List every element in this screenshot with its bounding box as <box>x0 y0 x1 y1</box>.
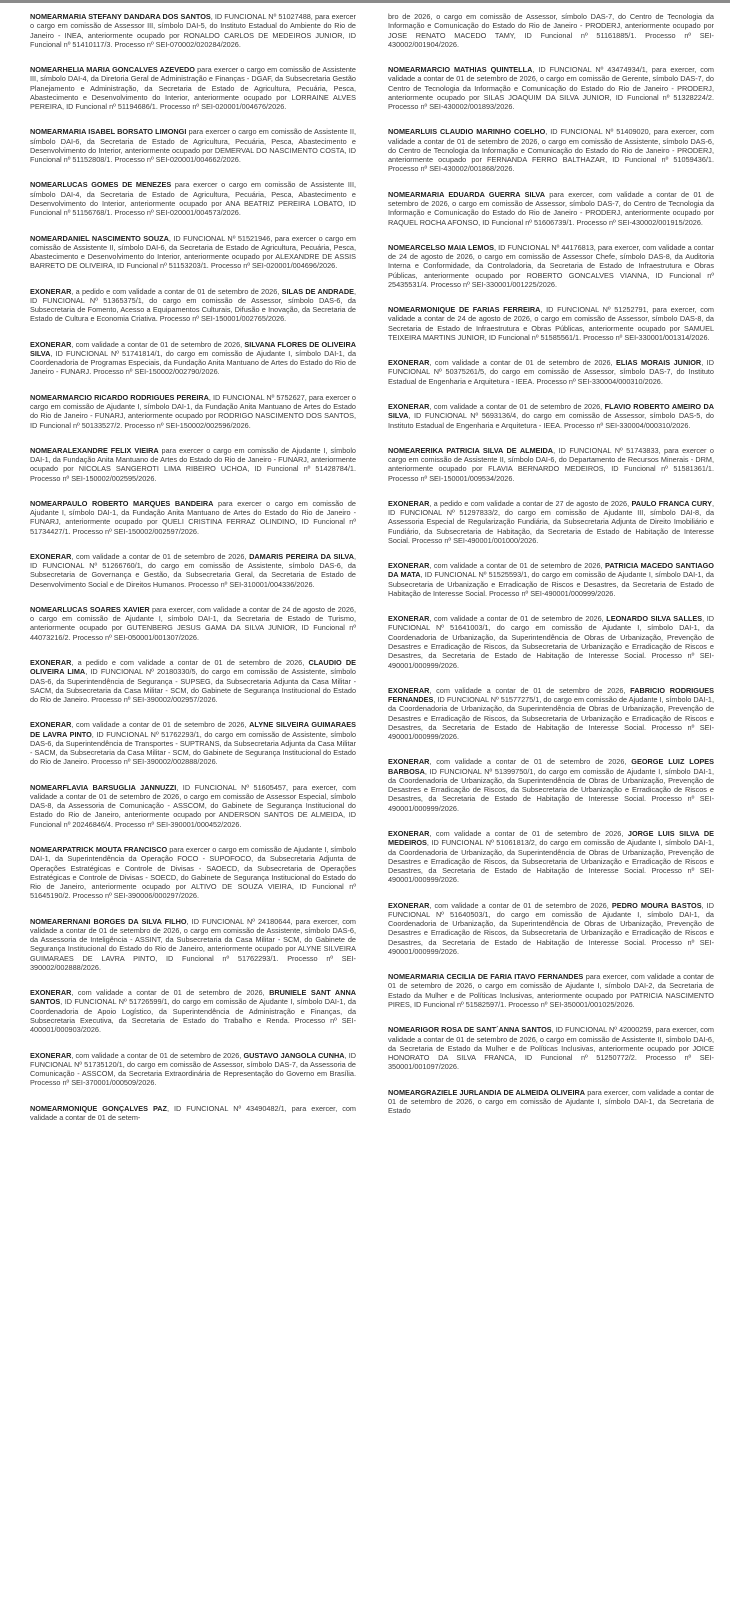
person-name: MARIA STEFANY DANDARA DOS SANTOS <box>62 12 211 21</box>
act-verb: NOMEAR <box>388 1087 421 1097</box>
act-verb: NOMEAR <box>30 1103 63 1113</box>
act-entry <box>30 12 356 49</box>
person-name: MARIA EDUARDA GUERRA SILVA <box>420 189 545 199</box>
act-entry <box>388 243 714 289</box>
person-name: LUCAS SOARES XAVIER <box>62 604 150 614</box>
person-name: LEONARDO SILVA SALLES <box>606 614 703 624</box>
act-text: , ID FUNCIONAL Nº 51521946, para exercer o cargo em comissão de Assistente II, símbolo DAI-6, da Secretaria de Estado de Agricultura, Pecuária, Pesca, Abastecimento e Desenvolvimento do Interior, anteriormente ocupado por ALEXANDRE DE ASSIS BARRETO DE OLIVEIRA, ID Funcional nº 51153203/1. Processo nº SEI-020001/004696/2026. <box>30 233 356 271</box>
act-verb: NOMEAR <box>388 1025 421 1035</box>
act-verb: NOMEAR <box>388 65 421 75</box>
act-verb: NOMEAR <box>30 445 63 455</box>
act-text: , ID FUNCIONAL Nº 20180330/5, do cargo em comissão de Assistente, símbolo DAS-6, da Superintendência de Segurança - SUPSEG, da Subsecretaria Adjunta da Casa Militar - SACM, da Subsecretaria da Casa Militar - SCM, do Gabinete de Segurança Institucional do Estado do Rio de Janeiro. Processo nº SEI-390002/002957/2026. <box>30 667 356 705</box>
act-preamble: , com validade a contar de 01 de setembro de 2026, <box>429 757 632 767</box>
act-verb: EXONERAR <box>388 614 430 624</box>
act-text: , ID FUNCIONAL Nº 5752627, para exercer o cargo em comissão de Ajudante I, símbolo DAI-1, da Fundação Anita Mantuano de Artes do Estado do Rio de Janeiro - FUNARJ, anteriormente ocupado por RODRIGO NASCIMENTO DOS SANTOS, ID Funcional nº 50133527/2. Processo nº SEI-150002/002596/2026. <box>30 392 356 430</box>
act-text: , ID FUNCIONAL Nº 51762293/1, do cargo em comissão de Assistente, símbolo DAS-6, da Superintendência de Transportes - SUPTRANS, da Subsecretaria Adjunta da Casa Militar - SACM, da Subsecretaria da Casa Militar - SCM, do Gabinete de Segurança Institucional do Estado do Rio de Janeiro. Processo nº SEI-390002/002888/2026. <box>30 729 356 767</box>
act-entry <box>30 917 356 973</box>
act-preamble: , com validade a contar de 01 de setembro de 2026, <box>429 561 605 571</box>
act-entry <box>30 1104 356 1123</box>
act-verb: NOMEAR <box>30 604 63 614</box>
act-text: para exercer, com validade a contar de 01 de setembro de 2026, o cargo em comissão de Ajudante I, símbolo DAI-1, da Secretaria de Estado <box>388 1087 714 1116</box>
act-verb: NOMEAR <box>388 972 421 982</box>
act-verb: NOMEAR <box>30 392 63 402</box>
act-text: , ID FUNCIONAL Nº 51743833, para exercer o cargo em comissão de Assistente II, símbolo DAI-6, do Departamento de Recursos Minerais - DRM, anteriormente ocupado por FLAVIA BERNARDO MEDEIROS, ID Funcional nº 51581361/1. Processo nº SEI-150001/009534/2026. <box>388 445 714 483</box>
act-preamble: , com validade a contar de 01 de setembro de 2026, <box>71 1050 244 1060</box>
person-name: PAULO ROBERTO MARQUES BANDEIRA <box>62 498 214 508</box>
act-text: , ID FUNCIONAL Nº 51741814/1, do cargo em comissão de Ajudante I, símbolo DAI-1, da Coordenadoria de Programas Especiais, da Fundação Anita Mantuano de Artes do Estado do Rio de Janeiro - FUNARJ. Processo nº SEI-150002/002790/2026. <box>30 348 356 377</box>
column-right <box>388 12 714 1131</box>
act-verb: NOMEAR <box>30 916 63 926</box>
act-text: bro de 2026, o cargo em comissão de Assessor, símbolo DAS-7, do Centro de Tecnologia da Informação e Comunicação do Estado do Rio de Janeiro - PRODERJ, anteriormente ocupado por JOSE RENATO MACEDO TAMY, ID Funcional nº 51161885/1. Processo nº SEI-430002/001904/2026. <box>388 12 714 49</box>
act-entry <box>388 1025 714 1071</box>
act-verb: EXONERAR <box>30 988 72 998</box>
act-entry <box>388 65 714 111</box>
act-text: para exercer o cargo em comissão de Ajudante I, símbolo DAI-1, da Fundação Anita Mantuano de Artes do Estado do Rio de Janeiro - FUNARJ, anteriormente ocupado por NICOLAS SANGEROTI LIMA RIBEIRO UCHOA, ID Funcional nº 51428784/1. Processo nº SEI-150002/002595/2026. <box>30 445 356 483</box>
act-verb: EXONERAR <box>388 358 430 368</box>
act-preamble: , a pedido e com validade a contar de 01 de setembro de 2026, <box>71 658 309 668</box>
act-verb: NOMEAR <box>388 189 421 199</box>
act-preamble: , com validade a contar de 01 de setembro de 2026, <box>71 720 250 730</box>
act-entry <box>388 446 714 483</box>
person-name: CLAUDIO DE OLIVEIRA LIMA <box>30 658 356 677</box>
act-text: para exercer o cargo em comissão de Assistente III, símbolo DAI-4, da Diretoria Geral de Administração e Finanças - DGAF, da Subsecretaria Gestão Planejamento e Administração, da Secretaria de Estado de Agricultura, Pecuária, Pesca, Abastecimento e Desenvolvimento do Interior, anteriormente ocupado por LORRAINE ALVES PEREIRA, ID Funcional nº 51194686/1. Processo nº SEI-020001/004676/2026. <box>30 65 356 112</box>
person-name: HELIA MARIA GONCALVES AZEVEDO <box>62 65 195 75</box>
person-name: MARIA ISABEL BORSATO LIMONGI <box>62 127 187 137</box>
act-preamble: , com validade a contar de 01 de setembro de 2026, <box>429 685 631 695</box>
act-entry <box>388 972 714 1009</box>
act-text: , ID FUNCIONAL Nº 5693136/4, do cargo em comissão de Assessor, símbolo DAS-5, do Instituto Estadual de Engenharia e Arquitetura - IEEA. Processo nº SEI-330004/000310/2026. <box>388 411 714 430</box>
person-name: PATRICIA MACEDO SANTIAGO DA MATA <box>388 561 714 580</box>
act-entry <box>30 658 356 704</box>
act-entry <box>388 1088 714 1116</box>
person-name: CELSO MAIA LEMOS <box>420 242 494 252</box>
person-name: ALYNE SILVEIRA GUIMARAES DE LAVRA PINTO <box>30 720 356 739</box>
act-verb: EXONERAR <box>30 286 72 296</box>
act-preamble: , a pedido e com validade a contar de 01 de setembro de 2026, <box>71 286 282 296</box>
act-text: para exercer o cargo em comissão de Assistente III, símbolo DAI-4, da Secretaria de Estado de Agricultura, Pecuária, Pesca, Abastecimento e Desenvolvimento do Interior, anteriormente ocupado por ANA BEATRIZ PEREIRA LOBATO, ID Funcional nº 51156768/1. Processo nº SEI-020001/004573/2026. <box>30 180 356 218</box>
act-verb: NOMEAR <box>30 12 63 21</box>
person-name: PAULO FRANCA CURY <box>631 498 712 508</box>
person-name: LUCAS GOMES DE MENEZES <box>62 180 172 190</box>
act-preamble: , com validade a contar de 01 de setembro de 2026, <box>71 339 245 349</box>
act-entry <box>388 686 714 742</box>
act-verb: EXONERAR <box>388 401 430 411</box>
person-name: FLAVIA BARSUGLIA JANNUZZI <box>62 782 177 792</box>
act-preamble: , com validade a contar de 01 de setembro de 2026, <box>71 551 250 561</box>
person-name: SILVANA FLORES DE OLIVEIRA SILVA <box>30 339 356 358</box>
person-name: MARCIO RICARDO RODRIGUES PEREIRA <box>62 392 209 402</box>
person-name: ALEXANDRE FELIX VIEIRA <box>62 445 159 455</box>
act-preamble: , com validade a contar de 01 de setembro de 2026, <box>429 614 607 624</box>
act-text: , ID FUNCIONAL Nº 44176813, para exercer, com validade a contar de 24 de agosto de 2026, o cargo em comissão de Assessor Chefe, símbolo DAS-8, da Auditoria Interna e Conformidade, da Controladoria, da Secretaria de Estado de Infraestrutura e Obras Públicas, anteriormente ocupado por ROBERTO GONCALVES VIANNA, ID Funcional nº 25435531/4. Processo nº SEI-330001/001225/2026. <box>388 242 714 289</box>
top-rule <box>0 0 730 3</box>
act-text: , ID FUNCIONAL Nº 51252791, para exercer, com validade a contar de 24 de agosto de 2026, o cargo em comissão de Assessor, símbolo DAS-8, da Secretaria de Estado de Infraestrutura e Obras Públicas, anteriormente ocupado por SAMUEL TEIXEIRA MARTINS JUNIOR, ID Funcional nº 51585561/1. Processo nº SEI-330001/001314/2026. <box>388 305 714 342</box>
act-entry <box>388 190 714 227</box>
person-name: ERNANI BORGES DA SILVA FILHO <box>62 916 187 926</box>
act-entry <box>30 783 356 829</box>
act-text: , ID FUNCIONAL Nº 43490482/1, para exercer, com validade a contar de 01 de setem- <box>30 1103 356 1122</box>
act-text: , ID FUNCIONAL Nº 51297833/2, do cargo em comissão de Ajudante III, símbolo DAI-8, da Assessoria Especial de Regularização Fundiária, da Subsecretaria Adjunta de Direito Imobiliário e Fundiário, da Subsecretaria de Habitação, da Secretaria de Estado de Habitação de Interesse Social. Processo nº SEI-490001/001000/2026. <box>388 498 714 545</box>
act-text: , ID FUNCIONAL Nº 51399750/1, do cargo em comissão de Ajudante I, símbolo DAI-1, da Coordenadoria de Urbanização, da Superintendência de Obras de Urbanização, Prevenção de Desastres e Erradicação de Riscos, da Subsecretaria de Urbanização e Erradicação de Riscos e Desastres, da Secretaria de Estado de Habitação de Interesse Social. Processo nº SEI-490001/000999/2026. <box>388 766 714 813</box>
person-name: DANIEL NASCIMENTO SOUZA <box>62 233 169 243</box>
act-entry <box>30 988 356 1034</box>
act-verb: NOMEAR <box>30 498 63 508</box>
act-text: , ID FUNCIONAL Nº 42000259, para exercer, com validade a contar de 01 de setembro de 2026, o cargo em comissão de Assistente II, símbolo DAI-6, da Secretaria de Estado da Mulher e de Políticas Inclusivas, anteriormente ocupado por JOICE HONORATO DA SILVA FRANCA, ID Funcional nº 51250772/2. Processo nº SEI-350001/001097/2026. <box>388 1025 714 1072</box>
act-verb: NOMEAR <box>388 242 421 252</box>
person-name: MONIQUE GONÇALVES PAZ <box>62 1103 168 1113</box>
act-text: , ID FUNCIONAL Nº 51365375/1, do cargo em comissão de Assessor, símbolo DAS-6, da Subsecretaria de Fomento, Acesso a Equipamentos Culturais, Difusão e Inovação, da Secretaria de Estado de Cultura e Economia Criativa. Processo nº SEI-150001/002765/2026. <box>30 286 356 324</box>
act-entry <box>30 499 356 536</box>
act-text: para exercer o cargo em comissão de Ajudante I, símbolo DAI-1, da Fundação Anita Mantuano de Artes do Estado do Rio de Janeiro - FUNARJ, anteriormente ocupado por QUELI CRISTINA FERRAZ OLINDINO, ID Funcional nº 51734427/1. Processo nº SEI-150002/002597/2026. <box>30 498 356 536</box>
act-verb: EXONERAR <box>30 1050 72 1060</box>
act-text: , ID FUNCIONAL Nº 51735120/1, do cargo em comissão de Assessor, símbolo DAS-7, da Assessoria de Comunicação - ASSCOM, da Secretaria Extraordinária de Representação do Governo em Brasília. Processo nº SEI-370001/000509/2026. <box>30 1050 356 1088</box>
act-entry <box>388 561 714 598</box>
act-entry <box>30 180 356 217</box>
act-verb: EXONERAR <box>388 829 430 838</box>
act-preamble: , com validade a contar de 01 de setembro de 2026, <box>429 401 605 411</box>
person-name: FLAVIO ROBERTO AMEIRO DA SILVA <box>388 401 714 421</box>
act-entry <box>30 720 356 766</box>
act-entry <box>30 65 356 111</box>
act-verb: EXONERAR <box>30 658 72 668</box>
act-entry <box>388 358 714 386</box>
act-text: , ID FUNCIONAL Nº 50375261/5, do cargo em comissão de Assessor, símbolo DAS-7, do Instituto Estadual de Engenharia e Arquitetura - IEEA. Processo nº SEI-330004/000310/2026. <box>388 358 714 386</box>
act-verb: NOMEAR <box>30 845 63 854</box>
act-entry <box>388 402 714 430</box>
act-verb: EXONERAR <box>388 757 430 767</box>
act-verb: NOMEAR <box>30 782 63 792</box>
act-text: , ID FUNCIONAL Nº 24180644, para exercer, com validade a contar de 01 de setembro de 2026, o cargo em comissão de Assistente, símbolo DAS-6, da Assessoria de Inteligência - ASSINT, da Subsecretaria da Casa Militar - SCM, do Gabinete de Segurança Institucional do Estado do Rio de Janeiro, anteriormente ocupado por ALYNE SILVEIRA GUIMARAES DE LAVRA PINTO, ID Funcional nº 51762293/1. Processo nº SEI-390002/002888/2026. <box>30 916 356 972</box>
person-name: ELIAS MORAIS JUNIOR <box>616 358 702 368</box>
act-verb: EXONERAR <box>388 561 430 571</box>
act-verb: EXONERAR <box>388 900 430 910</box>
person-name: GEORGE LUIZ LOPES BARBOSA <box>388 757 714 776</box>
person-name: DAMARIS PEREIRA DA SILVA <box>249 551 354 561</box>
act-text: para exercer, com validade a contar de 01 de setembro de 2026, o cargo em comissão de Ajudante I, símbolo DAI-2, da Secretaria de Estado da Mulher e de Políticas Inclusivas, anteriormente ocupado por PATRICIA NASCIMENTO PIRES, ID Funcional nº 51582597/1. Processo nº SEI-350001/001025/2026. <box>388 972 714 1009</box>
act-text: para exercer o cargo em comissão de Assistente II, símbolo DAI-6, da Secretaria de Estado de Agricultura, Pecuária, Pesca, Abastecimento e Desenvolvimento do Interior, anteriormente ocupado por DEMERVAL DO NASCIMENTO COSTA, ID Funcional nº 51152808/1. Processo nº SEI-020001/004662/2026. <box>30 127 356 165</box>
person-name: FABRICIO RODRIGUES FERNANDES <box>388 685 714 705</box>
act-entry <box>388 614 714 670</box>
person-name: GUSTAVO JANGOLA CUNHA <box>243 1050 345 1060</box>
act-entry <box>30 446 356 483</box>
act-entry <box>388 12 714 49</box>
act-verb: EXONERAR <box>388 685 430 695</box>
act-verb: EXONERAR <box>30 551 72 561</box>
person-name: SILAS DE ANDRADE <box>281 286 354 296</box>
act-entry <box>388 305 714 342</box>
act-entry <box>30 287 356 324</box>
person-name: JORGE LUIS SILVA DE MEDEIROS <box>388 829 714 848</box>
act-entry <box>388 499 714 545</box>
act-text: , ID FUNCIONAL Nº 51726599/1, do cargo em comissão de Ajudante I, símbolo DAI-1, da Coordenadoria de Apoio Logístico, da Superintendência de Administração e Finanças, da Subsecretaria Executiva, da Secretaria de Estado do Trabalho e Renda. Processo nº SEI-400001/000903/2026. <box>30 997 356 1035</box>
act-preamble: , com validade a contar de 01 de setembro de 2026, <box>429 829 628 838</box>
act-verb: EXONERAR <box>388 498 430 508</box>
act-text: , ID FUNCIONAL Nº 43474934/1, para exercer, com validade a contar de 01 de setembro de 2026, o cargo em comissão de Gerente, símbolo DAS-7, do Centro de Tecnologia da Informação e Comunicação do Estado do Rio de Janeiro - PRODERJ, anteriormente ocupado por SILAS JOAQUIM DA SILVA JUNIOR, ID Funcional nº 51328224/2. Processo nº SEI-430002/001893/2026. <box>388 65 714 112</box>
act-verb: EXONERAR <box>30 720 72 730</box>
column-left <box>30 12 356 1138</box>
person-name: PEDRO MOURA BASTOS <box>611 900 702 910</box>
act-entry <box>30 1051 356 1088</box>
act-verb: EXONERAR <box>30 339 72 349</box>
act-preamble: , com validade a contar de 01 de setembro de 2026, <box>429 358 616 368</box>
act-entry <box>30 340 356 377</box>
person-name: BRUNIELE SANT ANNA SANTOS <box>30 988 356 1007</box>
act-preamble: , com validade a contar de 01 de setembro de 2026, <box>429 900 612 910</box>
act-text: , ID FUNCIONAL Nº 51266760/1, do cargo em comissão de Assistente, símbolo DAS-6, da Subsecretaria de Governança e Gestão, da Subsecretaria Geral, da Secretaria de Estado de Desenvolvimento Social e de Direitos Humanos. Processo nº SEI-310001/004336/2026. <box>30 551 356 589</box>
act-entry <box>388 829 714 885</box>
act-verb: NOMEAR <box>388 445 421 455</box>
act-text: , ID FUNCIONAL Nº 51577275/1, do cargo em comissão de Ajudante I, símbolo DAI-1, da Coordenadoria de Urbanização, da Superintendência de Obras de Urbanização, Prevenção de Desastres e Erradicação de Riscos, da Subsecretaria de Urbanização e Erradicação de Riscos e Desastres, da Secretaria de Estado de Habitação de Interesse Social. Processo nº SEI-490001/000999/2026. <box>388 695 714 742</box>
act-verb: NOMEAR <box>30 65 63 75</box>
act-text: para exercer, com validade a contar de 01 de setembro de 2026, o cargo em comissão de Assessor, símbolo DAS-7, do Centro de Tecnologia da Informação e Comunicação do Estado do Rio de Janeiro - PRODERJ, anteriormente ocupado por RAQUEL ROCHA AFONSO, ID Funcional nº 51606739/1. Processo nº SEI-430002/001915/2026. <box>388 189 714 227</box>
act-entry <box>30 234 356 271</box>
act-preamble: , a pedido e com validade a contar de 27 de agosto de 2026, <box>429 498 632 508</box>
act-text: , ID FUNCIONAL Nº 51641003/1, do cargo em comissão de Ajudante I, símbolo DAI-1, da Coordenadoria de Urbanização, da Superintendência de Obras de Urbanização, Prevenção de Desastres e Erradicação de Riscos, da Subsecretaria de Urbanização e Erradicação de Riscos e Desastres, da Secretaria de Estado de Habitação de Interesse Social. Processo nº SEI-490001/000999/2026. <box>388 614 714 670</box>
person-name: PATRICK MOUTA FRANCISCO <box>62 845 168 854</box>
act-text: , ID FUNCIONAL Nº 51640503/1, do cargo em comissão de Ajudante I, símbolo DAI-1, da Coordenadoria de Urbanização, da Superintendência de Obras de Urbanização, Prevenção de Desastres e Erradicação de Riscos, da Subsecretaria de Urbanização e Erradicação de Riscos e Desastres, da Secretaria de Estado de Habitação de Interesse Social. Processo nº SEI-490001/000999/2026. <box>388 900 714 956</box>
person-name: LUIS CLAUDIO MARINHO COELHO <box>420 127 546 137</box>
act-preamble: , com validade a contar de 01 de setembro de 2026, <box>71 988 270 998</box>
act-entry <box>30 845 356 901</box>
person-name: IGOR ROSA DE SANT´ANNA SANTOS <box>420 1025 552 1035</box>
act-entry <box>388 901 714 957</box>
person-name: GRAZIELE JURLANDIA DE ALMEIDA OLIVEIRA <box>420 1087 586 1097</box>
act-entry <box>30 605 356 642</box>
act-entry <box>30 552 356 589</box>
act-verb: NOMEAR <box>30 180 63 190</box>
act-entry <box>388 127 714 173</box>
act-verb: NOMEAR <box>388 127 421 137</box>
person-name: ERIKA PATRICIA SILVA DE ALMEIDA <box>420 445 554 455</box>
act-text: , ID FUNCIONAL Nº 51027488, para exercer o cargo em comissão de Assessor III, símbolo DAI-5, do Instituto Estadual do Ambiente do Rio de Janeiro - INEA, anteriormente ocupado por RONALDO CARLOS DE MEDEIROS JUNIOR, ID Funcional nº 51410117/3. Processo nº SEI-070002/020284/2026. <box>30 12 356 49</box>
act-verb: NOMEAR <box>388 305 421 315</box>
act-text: , ID FUNCIONAL Nº 51409020, para exercer, com validade a contar de 01 de setembro de 2026, o cargo em comissão de Assistente, símbolo DAS-6, do Centro de Tecnologia da Informação e Comunicação do Estado do Rio de Janeiro - PRODERJ, anteriormente ocupado por FERNANDA FERRO BALTHAZAR, ID Funcional nº 51059436/1. Processo nº SEI-430002/001868/2026. <box>388 127 714 174</box>
act-text: para exercer o cargo em comissão de Ajudante I, símbolo DAI-1, da Superintendência da Operação FOCO - SUPOFOCO, da Subsecretaria Adjunta de Operações Estratégicas e Controle de Divisas - SAOECD, da Subsecretaria de Operações Estratégicas e Controle de Divisas - SOECD, do Gabinete de Segurança Institucional do Estado do Rio de Janeiro, anteriormente ocupado por ALTIVO DE SOUZA VIEIRA, ID Funcional nº 51645190/2. Processo nº SEI-390006/000297/2026. <box>30 845 356 901</box>
act-verb: NOMEAR <box>30 127 63 137</box>
person-name: MARIA CECILIA DE FARIA ITAVO FERNANDES <box>420 972 584 982</box>
act-text: , ID FUNCIONAL Nº 51525593/1, do cargo em comissão de Ajudante I, símbolo DAI-1, da Subsecretaria de Urbanização e Erradicação de Riscos e Desastres, da Secretaria de Estado de Habitação de Interesse Social. Processo nº SEI-490001/000999/2026. <box>388 570 714 598</box>
act-entry <box>30 393 356 430</box>
act-verb: NOMEAR <box>30 233 63 243</box>
person-name: MONIQUE DE FARIAS FERREIRA <box>420 305 541 315</box>
person-name: MARCIO MATHIAS QUINTELLA <box>420 65 533 75</box>
act-entry <box>388 757 714 813</box>
act-text: para exercer, com validade a contar de 24 de agosto de 2026, o cargo em comissão de Ajudante I, símbolo DAI-1, da Secretaria de Estado de Turismo, anteriormente ocupado por GUTENBERG JESUS GAMA DA SILVA JUNIOR, ID Funcional nº 44073216/2. Processo nº SEI-050001/001307/2026. <box>30 604 356 642</box>
act-entry <box>30 127 356 164</box>
act-text: , ID FUNCIONAL Nº 51061813/2, do cargo em comissão de Ajudante I, símbolo DAI-1, da Coordenadoria de Urbanização, da Superintendência de Obras de Urbanização, Prevenção de Desastres e Erradicação de Riscos, da Subsecretaria de Urbanização e Erradicação de Riscos e Desastres, da Secretaria de Estado de Habitação de Interesse Social. Processo nº SEI-490001/000999/2026. <box>388 838 714 885</box>
act-text: , ID FUNCIONAL Nº 51605457, para exercer, com validade a contar de 01 de setembro de 2026, o cargo em comissão de Assessor Especial, símbolo DAS-8, da Assessoria de Comunicação - ASSCOM, do Gabinete de Segurança Institucional do Estado do Rio de Janeiro, anteriormente ocupado por ANDERSON SANTOS DE ALMEIDA, ID Funcional nº 20246846/4. Processo nº SEI-390001/000452/2026. <box>30 782 356 829</box>
